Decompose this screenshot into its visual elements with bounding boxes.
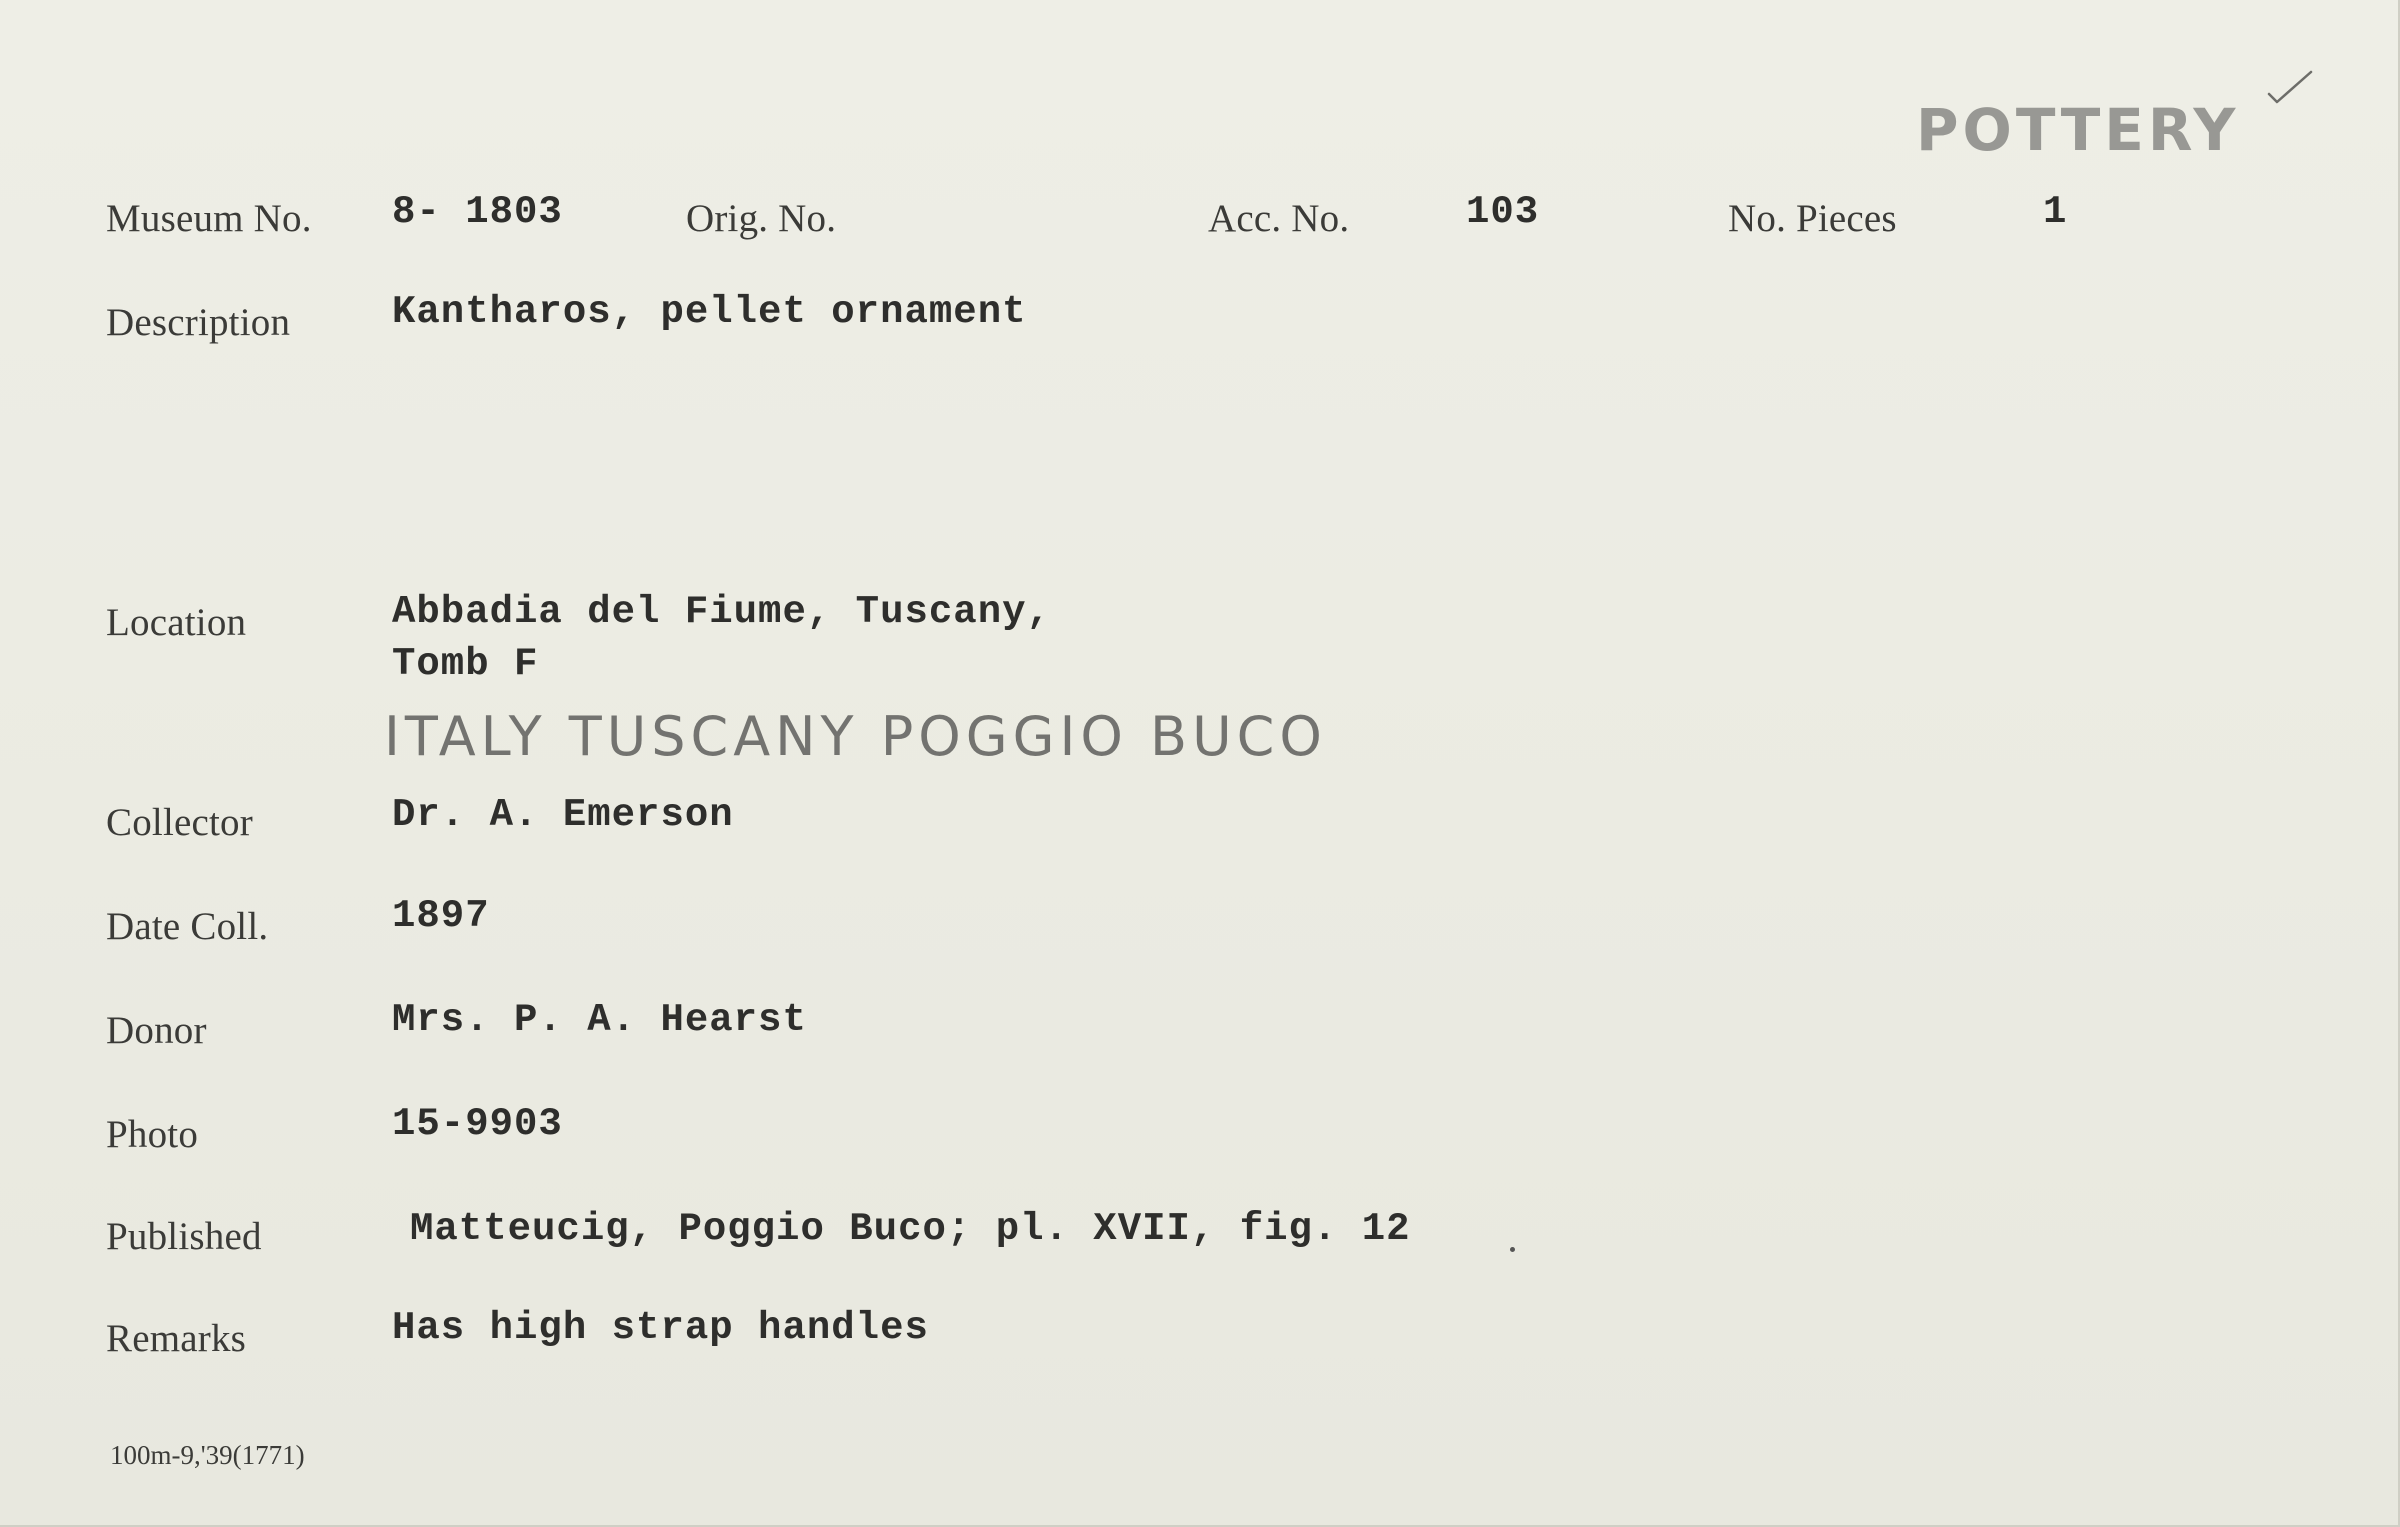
location-line-1: Abbadia del Fiume, Tuscany, <box>392 590 1051 634</box>
collector-label: Collector <box>106 801 253 844</box>
published-label: Published <box>106 1215 262 1258</box>
stray-mark <box>1510 1247 1515 1252</box>
acc-no-value: 103 <box>1466 190 1540 234</box>
published-value: Matteucig, Poggio Buco; pl. XVII, fig. 12 <box>410 1207 1411 1251</box>
orig-no-label: Orig. No. <box>686 197 837 240</box>
photo-value: 15-9903 <box>392 1102 563 1146</box>
remarks-value: Has high strap handles <box>392 1306 929 1350</box>
category-stamp: POTTERY <box>1916 96 2240 164</box>
checkmark-icon <box>2265 68 2315 108</box>
form-code: 100m-9,'39(1771) <box>110 1440 305 1470</box>
date-label: Date Coll. <box>106 905 269 948</box>
location-label: Location <box>106 601 247 644</box>
donor-label: Donor <box>106 1009 207 1052</box>
date-value: 1897 <box>392 894 490 938</box>
photo-label: Photo <box>106 1113 199 1156</box>
collector-value: Dr. A. Emerson <box>392 793 734 837</box>
museum-no-label: Museum No. <box>106 197 312 240</box>
pieces-value: 1 <box>2043 190 2068 234</box>
donor-value: Mrs. P. A. Hearst <box>392 998 807 1042</box>
acc-no-label: Acc. No. <box>1208 197 1350 240</box>
location-line-2: Tomb F <box>392 642 539 686</box>
region-stamp: ITALY TUSCANY POGGIO BUCO <box>384 705 1327 768</box>
museum-no-value: 8- 1803 <box>392 190 563 234</box>
pieces-label: No. Pieces <box>1728 197 1897 240</box>
remarks-label: Remarks <box>106 1317 247 1360</box>
description-value: Kantharos, pellet ornament <box>392 290 1027 334</box>
description-label: Description <box>106 301 291 344</box>
